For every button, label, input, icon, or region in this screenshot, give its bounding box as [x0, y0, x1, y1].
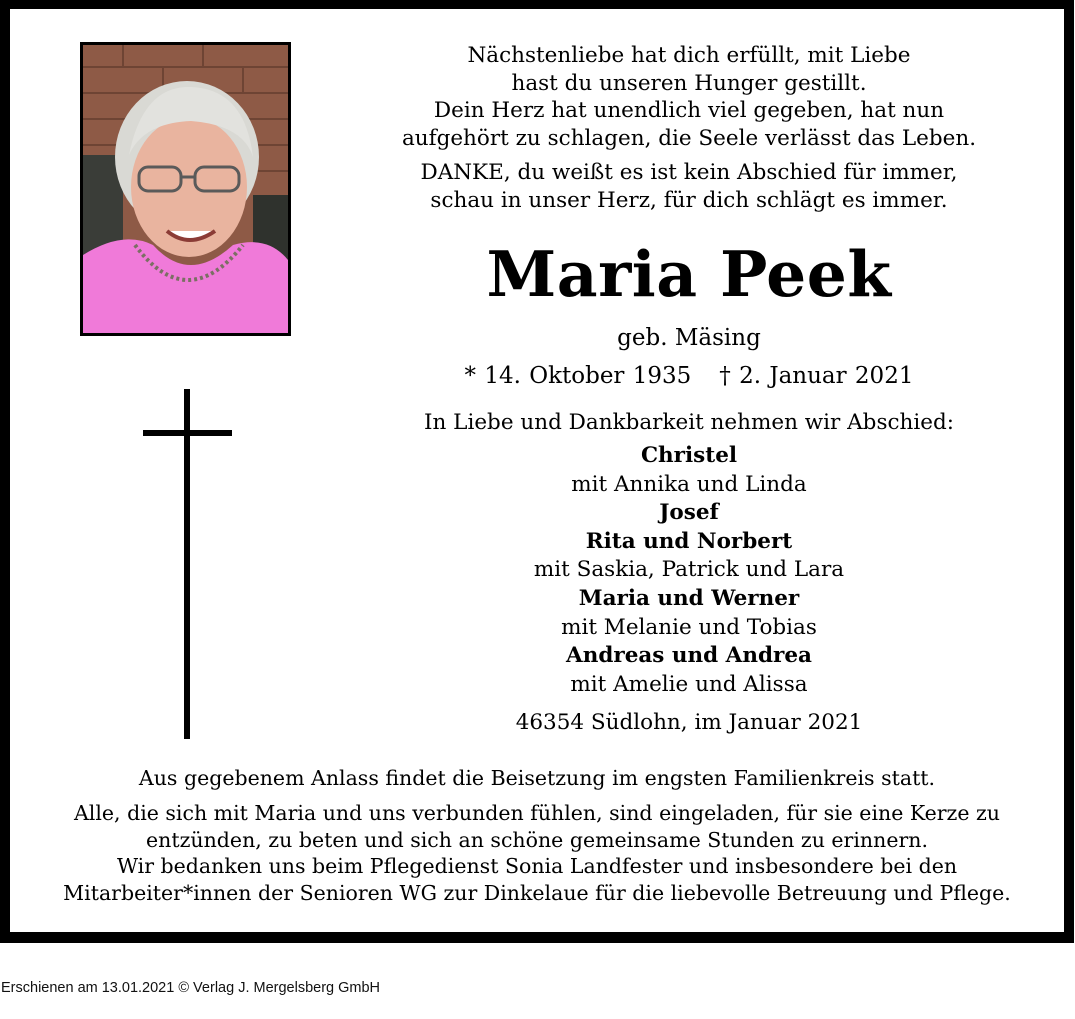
birth-date: * 14. Oktober 1935 — [464, 363, 692, 389]
poem-line: DANKE, du weißt es ist kein Abschied für immer, — [420, 160, 958, 185]
publication-footer: Erschienen am 13.01.2021 © Verlag J. Mergelsberg GmbH — [1, 980, 381, 996]
family-list — [380, 442, 998, 699]
life-dates — [380, 359, 998, 393]
thanks-line: Mitarbeiter*innen der Senioren WG zur Dinkelaue für die liebevolle Betreuung und Pflege. — [63, 880, 1011, 905]
thanks-line: Wir bedanken uns beim Pflegedienst Sonia Landfester und insbesondere bei den — [116, 854, 958, 878]
portrait-photo — [80, 42, 291, 336]
family-names: Andreas und Andrea — [566, 643, 812, 669]
family-children: mit Amelie und Alissa — [570, 671, 808, 697]
deceased-name: Maria Peek — [486, 237, 892, 311]
thanks-line: Alle, die sich mit Maria und uns verbunden fühlen, sind eingeladen, für sie eine Kerze zu — [73, 801, 1000, 825]
poem — [380, 42, 998, 214]
family-names: Maria und Werner — [578, 585, 800, 611]
family-children: mit Saskia, Patrick und Lara — [533, 557, 845, 583]
poem-line: Nächstenliebe hat dich erfüllt, mit Liebe — [467, 43, 911, 68]
poem-line: hast du unseren Hunger gestillt. — [511, 70, 867, 96]
burial-note: Aus gegebenem Anlass findet die Beisetzung im engsten Familienkreis statt. — [138, 766, 936, 790]
place-date: 46354 Südlohn, im Januar 2021 — [515, 710, 863, 735]
family-names: Rita und Norbert — [585, 528, 793, 554]
family-children: mit Annika und Linda — [571, 471, 807, 497]
death-date: † 2. Januar 2021 — [719, 363, 914, 389]
maiden-name: geb. Mäsing — [617, 325, 761, 351]
thanks-line: entzünden, zu beten und sich an schöne gemeinsame Stunden zu erinnern. — [146, 827, 928, 852]
poem-line: aufgehört zu schlagen, die Seele verlässt das Leben. — [401, 125, 977, 151]
farewell-line: In Liebe und Dankbarkeit nehmen wir Abschied: — [424, 410, 954, 435]
family-names: Christel — [640, 443, 738, 468]
poem-line: schau in unser Herz, für dich schlägt es immer. — [430, 187, 948, 213]
cross-icon-bar — [143, 430, 232, 436]
family-children: mit Melanie und Tobias — [561, 614, 817, 640]
poem-line: Dein Herz hat unendlich viel gegeben, hat nun — [433, 98, 945, 123]
thanks-paragraph — [30, 800, 1044, 906]
cross-icon — [184, 389, 190, 739]
family-names: Josef — [659, 500, 719, 526]
